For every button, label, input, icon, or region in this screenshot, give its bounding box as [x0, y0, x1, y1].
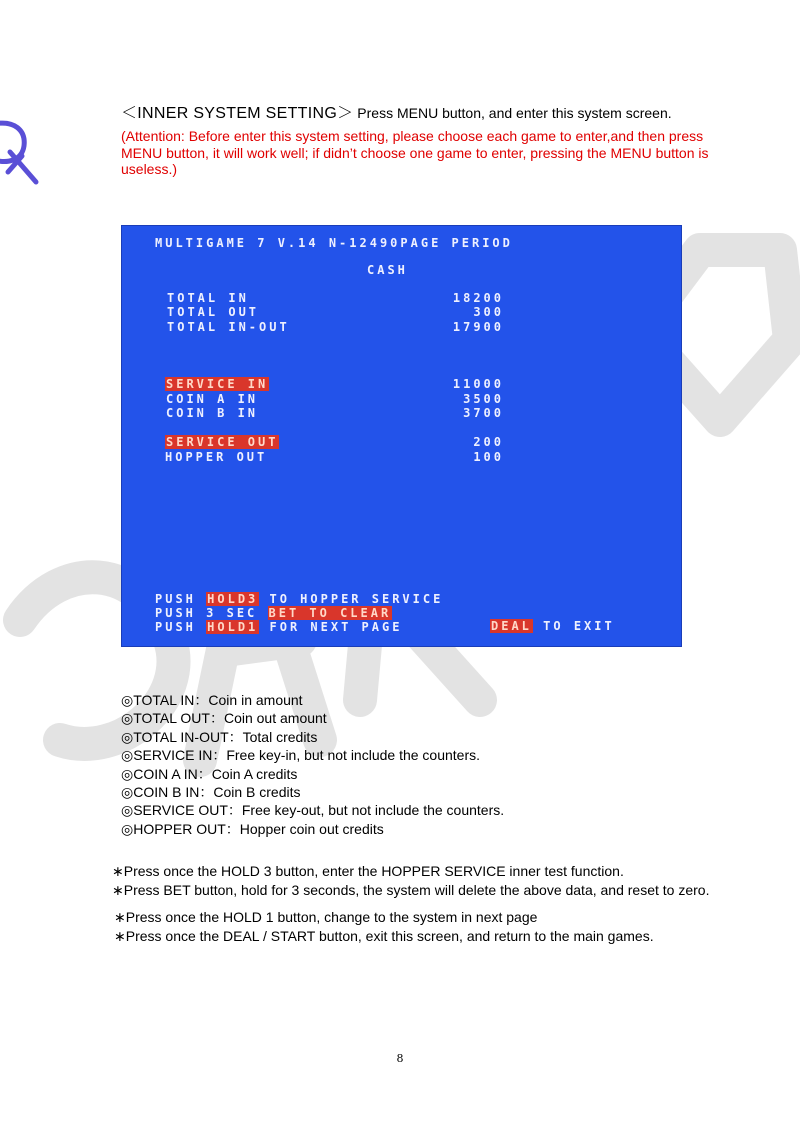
next-page-text: FOR NEXT PAGE — [269, 620, 403, 634]
hopper-service-text: TO HOPPER SERVICE — [269, 592, 444, 606]
row-hopper-out-value: 100 — [473, 450, 504, 464]
legend-item: ◎HOPPER OUT：Hopper coin out credits — [121, 820, 384, 837]
note-item: ∗Press BET button, hold for 3 seconds, the system will delete the above data, and reset to zero. — [112, 882, 710, 898]
note-item: ∗Press once the DEAL / START button, exit this screen, and return to the main games. — [114, 927, 654, 944]
row-coin-b-in-value: 3700 — [463, 406, 504, 420]
footer-line-hold1 — [155, 621, 402, 634]
legend-item: ◎TOTAL OUT：Coin out amount — [121, 710, 327, 727]
footer-line-hold3 — [155, 593, 443, 606]
exit-text: TO EXIT — [543, 619, 615, 633]
footer-exit — [490, 620, 615, 633]
brand-logo-icon — [0, 112, 44, 192]
screen-subtitle: CASH — [367, 263, 408, 277]
game-settings-screenshot — [121, 225, 682, 647]
field-legend — [121, 691, 504, 838]
row-coin-a-in-label: COIN A IN — [166, 392, 259, 406]
note-item: ∗Press once the HOLD 3 button, enter the HOPPER SERVICE inner test function. — [112, 863, 624, 879]
row-total-in-value: 18200 — [452, 291, 504, 305]
screen-title: MULTIGAME 7 V.14 N-12490PAGE PERIOD — [155, 236, 513, 250]
bet-to-clear-label: BET TO CLEAR — [268, 606, 392, 620]
row-service-in-value: 11000 — [452, 377, 504, 391]
three-sec-text: 3 SEC — [206, 606, 258, 620]
row-hopper-out-label: HOPPER OUT — [165, 450, 268, 464]
legend-item: ◎TOTAL IN-OUT：Total credits — [121, 728, 318, 745]
row-service-in-label: SERVICE IN — [166, 377, 269, 391]
legend-item: ◎TOTAL IN：Coin in amount — [121, 692, 303, 708]
legend-item: ◎SERVICE OUT：Free key-out, but not include the counters. — [121, 802, 505, 819]
row-coin-b-in-label: COIN B IN — [166, 406, 259, 420]
legend-item: ◎COIN A IN：Coin A credits — [121, 765, 298, 782]
legend-item: ◎COIN B IN：Coin B credits — [121, 784, 301, 801]
row-total-out-label: TOTAL OUT — [167, 305, 260, 319]
hold1-key-label: HOLD1 — [207, 620, 259, 634]
row-total-in-label: TOTAL IN — [167, 291, 249, 305]
deal-key-label: DEAL — [491, 619, 532, 633]
row-service-out-value: 200 — [473, 435, 504, 449]
instruction-notes — [112, 862, 709, 900]
note-item: ∗Press once the HOLD 1 button, change to the system in next page — [114, 909, 538, 925]
footer-push-text: PUSH — [155, 620, 196, 634]
row-total-in-out-label: TOTAL IN-OUT — [167, 320, 290, 334]
attention-note: (Attention: Before enter this system setting, please choose each game to enter,and then press MENU button, it will work well; if didn’t choose one game to enter, pressing the MENU button is useless.) — [121, 128, 709, 177]
row-coin-a-in-value: 3500 — [463, 392, 504, 406]
row-service-out-label: SERVICE OUT — [166, 435, 279, 449]
section-heading — [121, 100, 672, 123]
row-total-in-out-value: 17900 — [452, 320, 504, 334]
footer-line-bet — [155, 607, 392, 620]
section-instruction: Press MENU button, and enter this system screen. — [357, 105, 672, 121]
footer-push-text: PUSH — [155, 592, 196, 606]
section-title: ＜INNER SYSTEM SETTING＞ — [121, 105, 354, 122]
instruction-notes-2 — [114, 908, 654, 945]
footer-push-text: PUSH — [155, 606, 196, 620]
row-total-out-value: 300 — [473, 305, 504, 319]
page-number: 8 — [396, 1052, 404, 1065]
legend-item: ◎SERVICE IN：Free key-in, but not include the counters. — [121, 747, 481, 764]
hold3-key-label: HOLD3 — [207, 592, 259, 606]
